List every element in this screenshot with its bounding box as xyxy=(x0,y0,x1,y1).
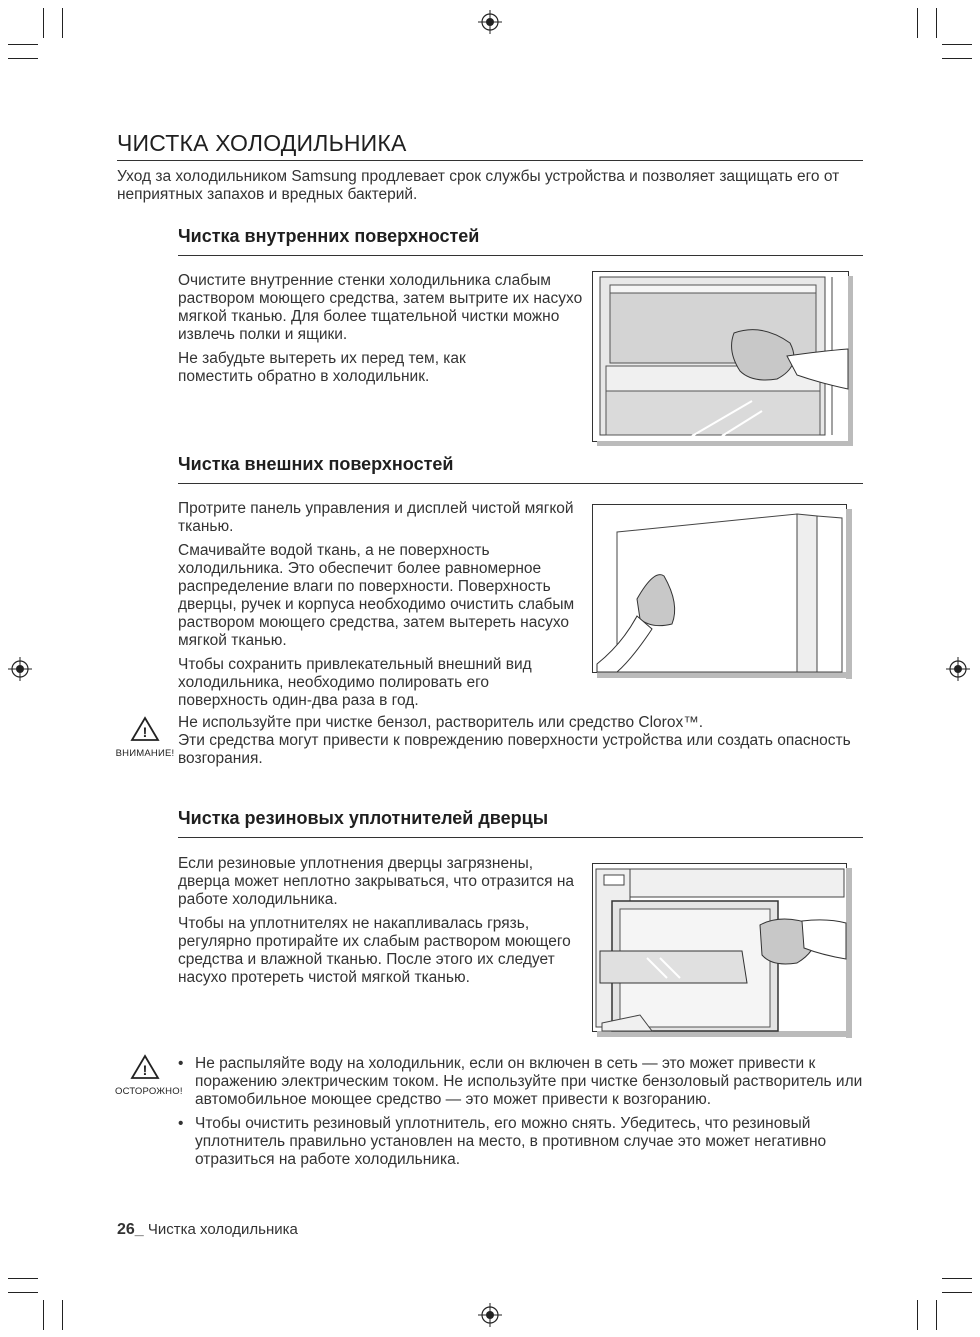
paragraph: Если резиновые уплотнения дверцы загрязнены, дверца может неплотно закрываться, что отразится на работе холодильника. xyxy=(178,855,575,908)
svg-text:!: ! xyxy=(142,1062,148,1078)
svg-text:!: ! xyxy=(142,724,148,740)
caution-label: ОСТОРОЖНО! xyxy=(115,1086,183,1097)
section-interior-text xyxy=(178,272,586,392)
registration-mark-icon xyxy=(478,1303,502,1327)
section-title-exterior: Чистка внешних поверхностей xyxy=(178,453,863,484)
page-title: ЧИСТКА ХОЛОДИЛЬНИКА xyxy=(117,130,863,161)
notice-line: Не используйте при чистке бензол, растворитель или средство Clorox™. xyxy=(178,714,704,731)
section-title-gaskets: Чистка резиновых уплотнителей дверцы xyxy=(178,807,863,838)
page-footer xyxy=(117,1221,298,1239)
paragraph: Чтобы на уплотнителях не накапливалась грязь, регулярно протирайте их слабым раствором моющего средства и влажной тканью. После этого их следует насухо протереть чистой мягкой тканью. xyxy=(178,915,571,986)
warning-triangle-icon xyxy=(130,1054,160,1080)
section-exterior-text xyxy=(178,500,583,716)
list-item: • Не распыляйте воду на холодильник, если он включен в сеть — это может привести к поражению электрическим током. Не используйте при чистке бензоловый растворитель или автомобильное моющее средство — это может привести к возгоранию. xyxy=(178,1055,868,1109)
paragraph: Смачивайте водой ткань, а не поверхность холодильника. Это обеспечит более равномерное распределение влаги по поверхности. Поверхность дверцы, ручек и корпуса необходимо очистить слабым раствором моющего средства, затем вытереть насухо мягкой тканью. xyxy=(178,542,575,649)
intro-text: Уход за холодильником Samsung продлевает срок службы устройства и позволяет защищать его от неприятных запахов и вредных бактерий. xyxy=(117,168,840,203)
paragraph: Очистите внутренние стенки холодильника слабым раствором моющего средства, затем вытрите их насухо мягкой тканью. Для более тщательной чистки можно извлечь полки и ящики. xyxy=(178,272,583,343)
warning-triangle-icon xyxy=(130,716,160,742)
list-item: • Чтобы очистить резиновый уплотнитель, его можно снять. Убедитесь, что резиновый уплотнитель правильно установлен на место, в противном случае это может негативно отразиться на работе холодильника. xyxy=(178,1115,868,1169)
registration-mark-icon xyxy=(478,10,502,34)
caution-icon-block xyxy=(115,1054,183,1097)
registration-mark-icon xyxy=(8,657,32,681)
section-title-interior: Чистка внутренних поверхностей xyxy=(178,225,863,256)
paragraph: Не забудьте вытереть их перед тем, как поместить обратно в холодильник. xyxy=(178,350,466,385)
notice-text xyxy=(178,714,868,768)
section-gaskets-text xyxy=(178,855,578,993)
paragraph: Протрите панель управления и дисплей чистой мягкой тканью. xyxy=(178,500,574,535)
footer-text: Чистка холодильника xyxy=(147,1221,298,1238)
registration-mark-icon xyxy=(946,657,970,681)
notice-line: Эти средства могут привести к повреждению поверхности устройства или создать опасность возгорания. xyxy=(178,732,851,767)
notice-icon-block xyxy=(115,716,175,759)
caution-list xyxy=(178,1055,868,1175)
exterior-cleaning-illustration xyxy=(592,504,854,682)
gasket-cleaning-illustration xyxy=(592,863,854,1041)
page-number: 26_ xyxy=(117,1221,144,1238)
paragraph: Чтобы сохранить привлекательный внешний вид холодильника, необходимо полировать его поверхность один-два раза в год. xyxy=(178,656,532,709)
notice-label: ВНИМАНИЕ! xyxy=(115,748,175,759)
interior-cleaning-illustration xyxy=(592,271,854,447)
